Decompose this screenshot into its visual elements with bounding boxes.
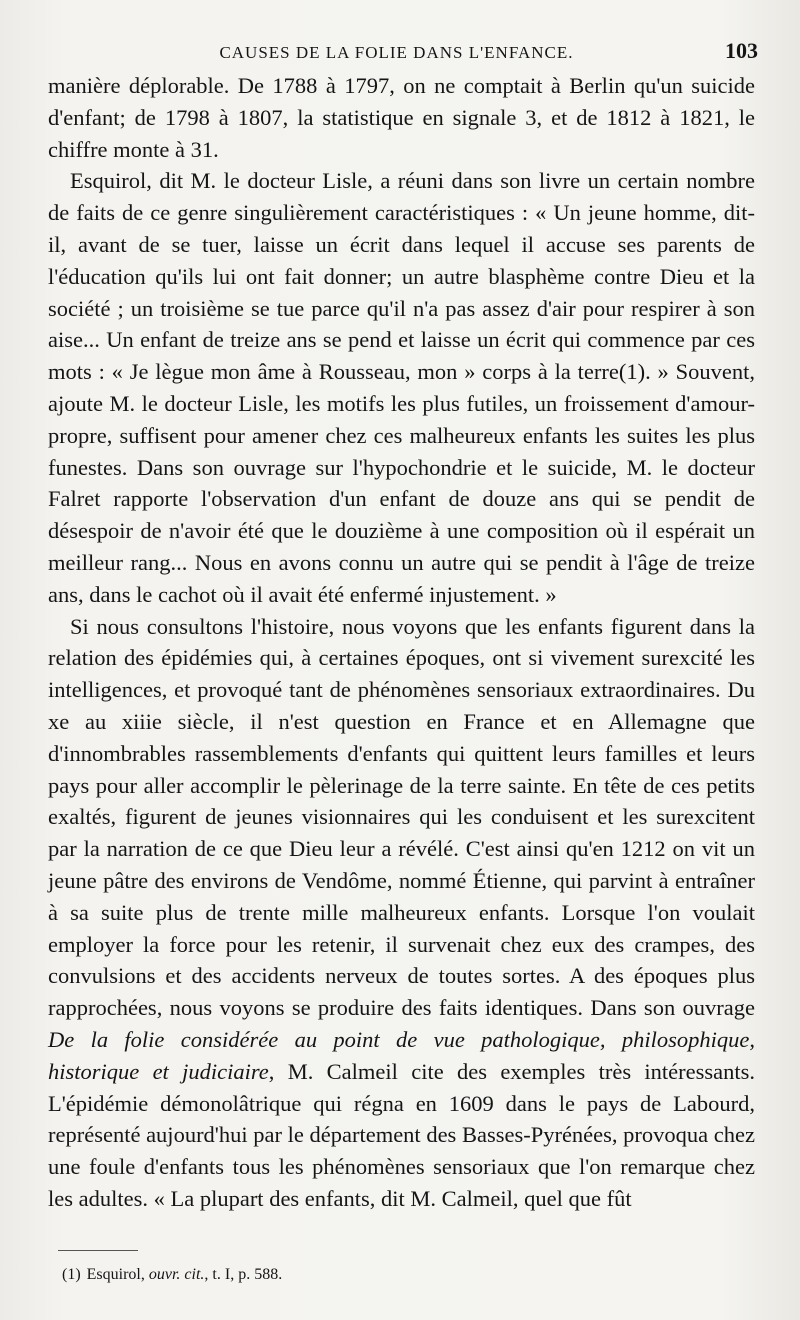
paragraph-text: Si nous consultons l'histoire, nous voyons que les enfants figurent dans la relation des épidémies qui, à certaines époques, ont si vivement surexcité les intelligences, et provoqué tant de phénomènes sensoriaux extraordinaires. Du xe au xiiie siècle, il n'est question en France et en Allemagne que d'innombrables rassemblements d'enfants qui quittent leurs familles et leurs pays pour aller accomplir le pèlerinage de la terre sainte. En tête de ces petits exaltés, figurent de jeunes visionnaires qui les conduisent et les surexcitent par la narration de ce que Dieu leur a révélé. C'est ainsi qu'en 1212 on vit un jeune pâtre des environs de Vendôme, nommé Étienne, qui parvint à entraîner à sa suite plus de trente mille malheureux enfants. Lorsque l'on voulait employer la force pour les retenir, il survenait chez eux des crampes, des convulsions et des accidents nerveux de toutes sortes. A des époques plus rapprochées, nous voyons se produire des faits identiques. Dans son ouvrage [48, 613, 755, 1021]
footnote-rest: , t. I, p. 588. [204, 1266, 283, 1283]
page-header [48, 38, 758, 66]
page-number: 103 [725, 38, 758, 63]
italic-title: De la folie considérée au point de vue pathologique, philosophique, historique et judiciaire [48, 1026, 755, 1084]
running-title: CAUSES DE LA FOLIE DANS L'ENFANCE. [219, 43, 574, 62]
footnote [62, 1264, 752, 1286]
paragraph-text: , M. Calmeil cite des exemples très intéressants. L'épidémie démonolâtrique qui régna en 1609 dans le pays de Labourd, représenté aujourd'hui par le département des Basses-Pyrénées, provoqua chez une foule d'enfants tous les phénomènes sensoriaux que l'on remarque chez les adultes. « La plupart des enfants, dit M. Calmeil, quel que fût [48, 1058, 756, 1211]
paragraph-text: Esquirol, dit M. le docteur Lisle, a réuni dans son livre un certain nombre de faits de ce genre singulièrement caractéristiques : « Un jeune homme, dit-il, avant de se tuer, laisse un écrit dans lequel il accuse ses parents de l'éducation qu'ils lui ont fait donner; un autre blasphème contre Dieu et la société ; un troisième se tue parce qu'il n'a pas assez d'air pour respirer à son aise... Un enfant de treize ans se pend et laisse un écrit qui commence par ces mots : « Je lègue mon âme à Rousseau, mon » corps à la terre(1). » Souvent, ajoute M. le docteur Lisle, les motifs les plus futiles, un froissement d'amour-propre, suffisent pour amener chez ces malheureux enfants les suites les plus funestes. Dans son ouvrage sur l'hypochondrie et le suicide, M. le docteur Falret rapporte l'observation d'un enfant de douze ans qui se pendit de désespoir de n'avoir été que le douzième à une composition où il espérait un meilleur rang... Nous en avons connu un autre qui se pendit à l'âge de treize ans, dans le cachot où il avait été enfermé injustement. » [48, 168, 755, 607]
paragraph [48, 611, 755, 1215]
body-text [48, 70, 755, 1215]
paragraph-text: manière déplorable. De 1788 à 1797, on ne comptait à Berlin qu'un suicide d'enfant; de 1798 à 1807, la statistique en signale 3, et de 1812 à 1821, le chiffre monte à 31. [48, 73, 755, 162]
paragraph [48, 70, 755, 165]
paragraph [48, 165, 755, 610]
footnote-rule [58, 1250, 138, 1251]
footnote-work: ouvr. cit. [148, 1266, 205, 1283]
footnote-marker: (1) [62, 1266, 81, 1283]
footnote-author: Esquirol, [86, 1266, 149, 1283]
